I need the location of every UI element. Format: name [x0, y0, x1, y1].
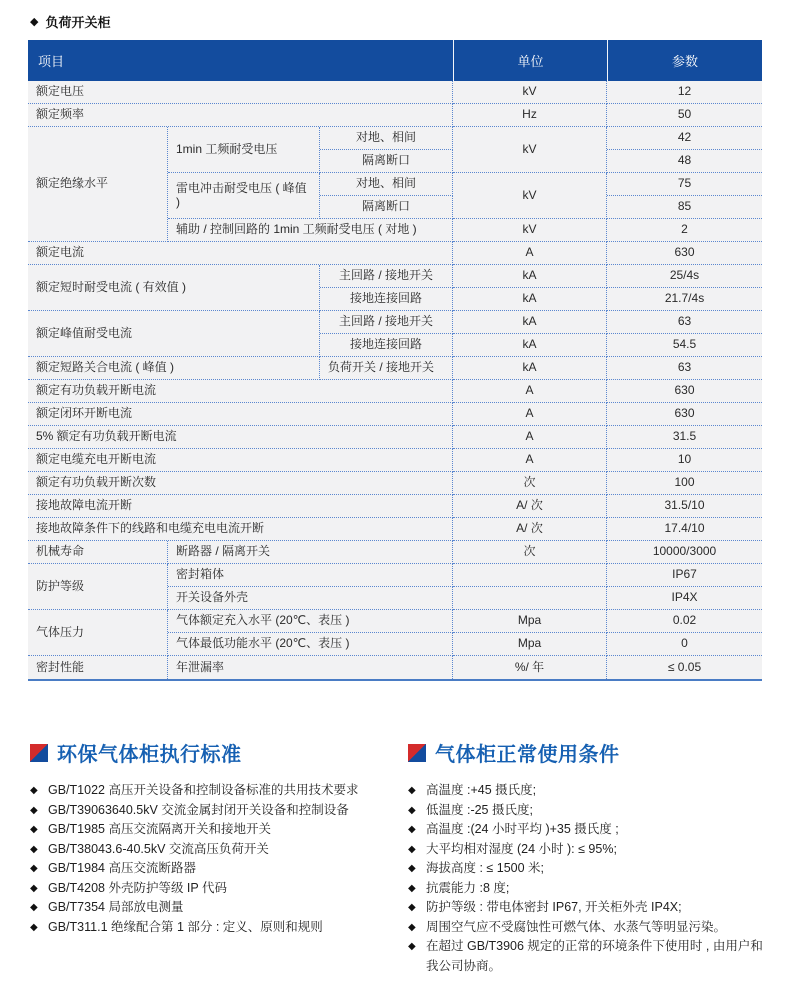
table-row: [28, 265, 762, 288]
diamond-bullet-icon: ◆: [30, 804, 38, 816]
table-row: [28, 610, 762, 633]
section-standards: [30, 738, 398, 976]
table-row: [28, 495, 762, 518]
diamond-bullet-icon: ◆: [408, 941, 416, 952]
page-title-text: 负荷开关柜: [45, 15, 111, 30]
list-item: [30, 879, 398, 899]
diamond-bullet-icon: ◆: [30, 843, 38, 855]
unit-cell: kA: [453, 288, 607, 311]
item-cell: 额定频率: [28, 104, 453, 127]
unit-cell: A: [453, 426, 607, 449]
table-header-row: [28, 40, 762, 81]
column-header-item: 项目: [28, 40, 453, 81]
table-row: [28, 127, 762, 150]
table-row: [28, 564, 762, 587]
param-cell: IP67: [607, 564, 762, 587]
param-cell: 21.7/4s: [607, 288, 762, 311]
table-row: [28, 403, 762, 426]
list-item-text: 大平均相对湿度 (24 小时 ): ≤ 95%;: [426, 841, 617, 856]
section-conditions: [408, 738, 770, 976]
section-title: 气体柜正常使用条件: [435, 744, 620, 766]
list-item: [408, 820, 770, 840]
param-cell: 25/4s: [607, 265, 762, 288]
table-body: [28, 81, 762, 679]
list-item: [30, 781, 398, 801]
item-cell: 接地连接回路: [320, 288, 453, 311]
list-item: [408, 937, 770, 976]
item-cell: 断路器 / 隔离开关: [168, 541, 453, 564]
item-cell: 气体额定充入水平 (20℃、表压 ): [168, 610, 453, 633]
list-item: [30, 820, 398, 840]
unit-cell: kV: [453, 219, 607, 242]
param-cell: 17.4/10: [607, 518, 762, 541]
list-item-text: GB/T311.1 绝缘配合第 1 部分 : 定义、原则和规则: [48, 919, 323, 934]
unit-cell: kA: [453, 311, 607, 334]
list-item: [408, 918, 770, 938]
unit-cell: [453, 564, 607, 587]
param-cell: 50: [607, 104, 762, 127]
item-cell: 对地、相间: [320, 173, 453, 196]
unit-cell: Mpa: [453, 633, 607, 656]
param-cell: 630: [607, 242, 762, 265]
diamond-bullet-icon: ◆: [408, 863, 416, 874]
item-cell: 额定闭环开断电流: [28, 403, 453, 426]
diamond-bullet-icon: ◆: [408, 882, 416, 894]
unit-cell: [453, 587, 607, 610]
param-cell: 630: [607, 380, 762, 403]
table-row: [28, 81, 762, 104]
param-cell: 0: [607, 633, 762, 656]
item-cell: 5% 额定有功负载开断电流: [28, 426, 453, 449]
list-item-text: 高温度 :(24 小时平均 )+35 摄氏度 ;: [426, 822, 619, 836]
param-cell: ≤ 0.05: [607, 656, 762, 679]
item-cell: 额定短路关合电流 ( 峰值 ): [28, 357, 320, 380]
list-item: [30, 859, 398, 879]
item-cell: 对地、相间: [320, 127, 453, 150]
unit-cell: A: [453, 449, 607, 472]
item-cell: 年泄漏率: [168, 656, 453, 679]
unit-cell: A: [453, 242, 607, 265]
table-row: [28, 104, 762, 127]
item-cell: 额定电压: [28, 81, 453, 104]
item-cell: 额定有功负载开断电流: [28, 380, 453, 403]
diamond-bullet-icon: ◆: [30, 863, 38, 874]
item-cell: 气体最低功能水平 (20℃、表压 ): [168, 633, 453, 656]
list-item-text: GB/T39063640.5kV 交流金属封闭开关设备和控制设备: [48, 802, 349, 817]
param-cell: 54.5: [607, 334, 762, 357]
column-header-param: 参数: [607, 40, 762, 81]
conditions-list: [408, 781, 770, 976]
item-cell: 辅助 / 控制回路的 1min 工频耐受电压 ( 对地 ): [168, 219, 453, 242]
param-cell: 100: [607, 472, 762, 495]
item-cell: 密封箱体: [168, 564, 453, 587]
table-row: [28, 357, 762, 380]
table-row: [28, 541, 762, 564]
diamond-bullet-icon: ◆: [30, 785, 38, 796]
flag-icon: [30, 744, 48, 762]
item-cell: 额定短时耐受电流 ( 有效值 ): [28, 265, 320, 311]
item-cell: 负荷开关 / 接地开关: [320, 357, 453, 380]
table-row: [28, 311, 762, 334]
item-cell: 1min 工频耐受电压: [168, 127, 320, 173]
item-cell: 额定电流: [28, 242, 453, 265]
unit-cell: kV: [453, 173, 607, 219]
spec-table: [28, 40, 762, 681]
list-item-text: 周围空气应不受腐蚀性可燃气体、水蒸气等明显污染。: [426, 919, 727, 934]
list-item: [30, 918, 398, 938]
table-row: [28, 518, 762, 541]
list-item-text: GB/T1985 高压交流隔离开关和接地开关: [48, 822, 271, 836]
unit-cell: A: [453, 403, 607, 426]
diamond-bullet-icon: ◆: [408, 921, 416, 933]
unit-cell: kA: [453, 334, 607, 357]
param-cell: 85: [607, 196, 762, 219]
list-item-text: 高温度 :+45 摄氏度;: [426, 783, 537, 797]
item-cell: 接地连接回路: [320, 334, 453, 357]
list-item: [408, 879, 770, 899]
page-title: [30, 12, 110, 31]
diamond-bullet-icon: ◆: [408, 804, 416, 816]
table-row: [28, 472, 762, 495]
item-cell: 防护等级: [28, 564, 168, 610]
unit-cell: A: [453, 380, 607, 403]
list-item-text: 抗震能力 :8 度;: [426, 880, 510, 895]
list-item: [408, 840, 770, 860]
diamond-bullet-icon: ◆: [408, 785, 416, 796]
table-row: [28, 426, 762, 449]
item-cell: 接地故障条件下的线路和电缆充电电流开断: [28, 518, 453, 541]
unit-cell: Hz: [453, 104, 607, 127]
diamond-bullet-icon: ◆: [30, 824, 38, 835]
item-cell: 接地故障电流开断: [28, 495, 453, 518]
unit-cell: A/ 次: [453, 518, 607, 541]
item-cell: 主回路 / 接地开关: [320, 311, 453, 334]
param-cell: 10000/3000: [607, 541, 762, 564]
list-item: [408, 859, 770, 879]
list-item: [30, 898, 398, 918]
section-title: 环保气体柜执行标准: [57, 744, 242, 766]
param-cell: 75: [607, 173, 762, 196]
item-cell: 额定有功负载开断次数: [28, 472, 453, 495]
list-item: [408, 801, 770, 821]
item-cell: 隔离断口: [320, 150, 453, 173]
item-cell: 开关设备外壳: [168, 587, 453, 610]
param-cell: 2: [607, 219, 762, 242]
item-cell: 气体压力: [28, 610, 168, 656]
table-row: [28, 656, 762, 679]
flag-icon: [408, 744, 426, 762]
param-cell: 10: [607, 449, 762, 472]
param-cell: 31.5/10: [607, 495, 762, 518]
list-item-text: 在超过 GB/T3906 规定的正常的环境条件下使用时 , 由用户和我公司协商。: [426, 939, 763, 973]
unit-cell: kA: [453, 357, 607, 380]
diamond-bullet-icon: ◆: [408, 843, 416, 855]
bottom-sections: [30, 738, 770, 976]
list-item-text: GB/T1022 高压开关设备和控制设备标准的共用技术要求: [48, 783, 359, 797]
table-row: [28, 449, 762, 472]
param-cell: 42: [607, 127, 762, 150]
param-cell: IP4X: [607, 587, 762, 610]
list-item-text: 海拔高度 : ≤ 1500 米;: [426, 861, 545, 875]
list-item-text: 低温度 :-25 摄氏度;: [426, 802, 533, 817]
item-cell: 雷电冲击耐受电压 ( 峰值 ): [168, 173, 320, 219]
param-cell: 0.02: [607, 610, 762, 633]
diamond-bullet-icon: ◆: [30, 902, 38, 913]
table-header: [28, 40, 762, 81]
list-item: [30, 840, 398, 860]
unit-cell: kV: [453, 81, 607, 104]
list-item: [408, 898, 770, 918]
diamond-bullet-icon: ◆: [30, 882, 38, 894]
item-cell: 密封性能: [28, 656, 168, 679]
item-cell: 机械寿命: [28, 541, 168, 564]
item-cell: 额定峰值耐受电流: [28, 311, 320, 357]
param-cell: 48: [607, 150, 762, 173]
diamond-bullet-icon: ◆: [408, 902, 416, 913]
standards-list: [30, 781, 398, 937]
list-item: [30, 801, 398, 821]
list-item-text: GB/T38043.6-40.5kV 交流高压负荷开关: [48, 841, 269, 856]
unit-cell: A/ 次: [453, 495, 607, 518]
item-cell: 额定绝缘水平: [28, 127, 168, 242]
unit-cell: Mpa: [453, 610, 607, 633]
param-cell: 63: [607, 311, 762, 334]
unit-cell: 次: [453, 472, 607, 495]
list-item-text: GB/T7354 局部放电测量: [48, 900, 184, 914]
item-cell: 额定电缆充电开断电流: [28, 449, 453, 472]
table-row: [28, 380, 762, 403]
param-cell: 630: [607, 403, 762, 426]
section-header: [408, 738, 770, 767]
section-header: [30, 738, 398, 767]
list-item: [408, 781, 770, 801]
param-cell: 63: [607, 357, 762, 380]
item-cell: 主回路 / 接地开关: [320, 265, 453, 288]
item-cell: 隔离断口: [320, 196, 453, 219]
list-item-text: 防护等级 : 带电体密封 IP67, 开关柜外壳 IP4X;: [426, 900, 682, 914]
param-cell: 31.5: [607, 426, 762, 449]
column-header-unit: 单位: [453, 40, 607, 81]
param-cell: 12: [607, 81, 762, 104]
list-item-text: GB/T4208 外壳防护等级 IP 代码: [48, 880, 227, 895]
diamond-bullet-icon: ◆: [30, 16, 39, 28]
table-row: [28, 242, 762, 265]
list-item-text: GB/T1984 高压交流断路器: [48, 861, 196, 875]
unit-cell: %/ 年: [453, 656, 607, 679]
diamond-bullet-icon: ◆: [408, 824, 416, 835]
diamond-bullet-icon: ◆: [30, 921, 38, 933]
unit-cell: kA: [453, 265, 607, 288]
unit-cell: kV: [453, 127, 607, 173]
unit-cell: 次: [453, 541, 607, 564]
